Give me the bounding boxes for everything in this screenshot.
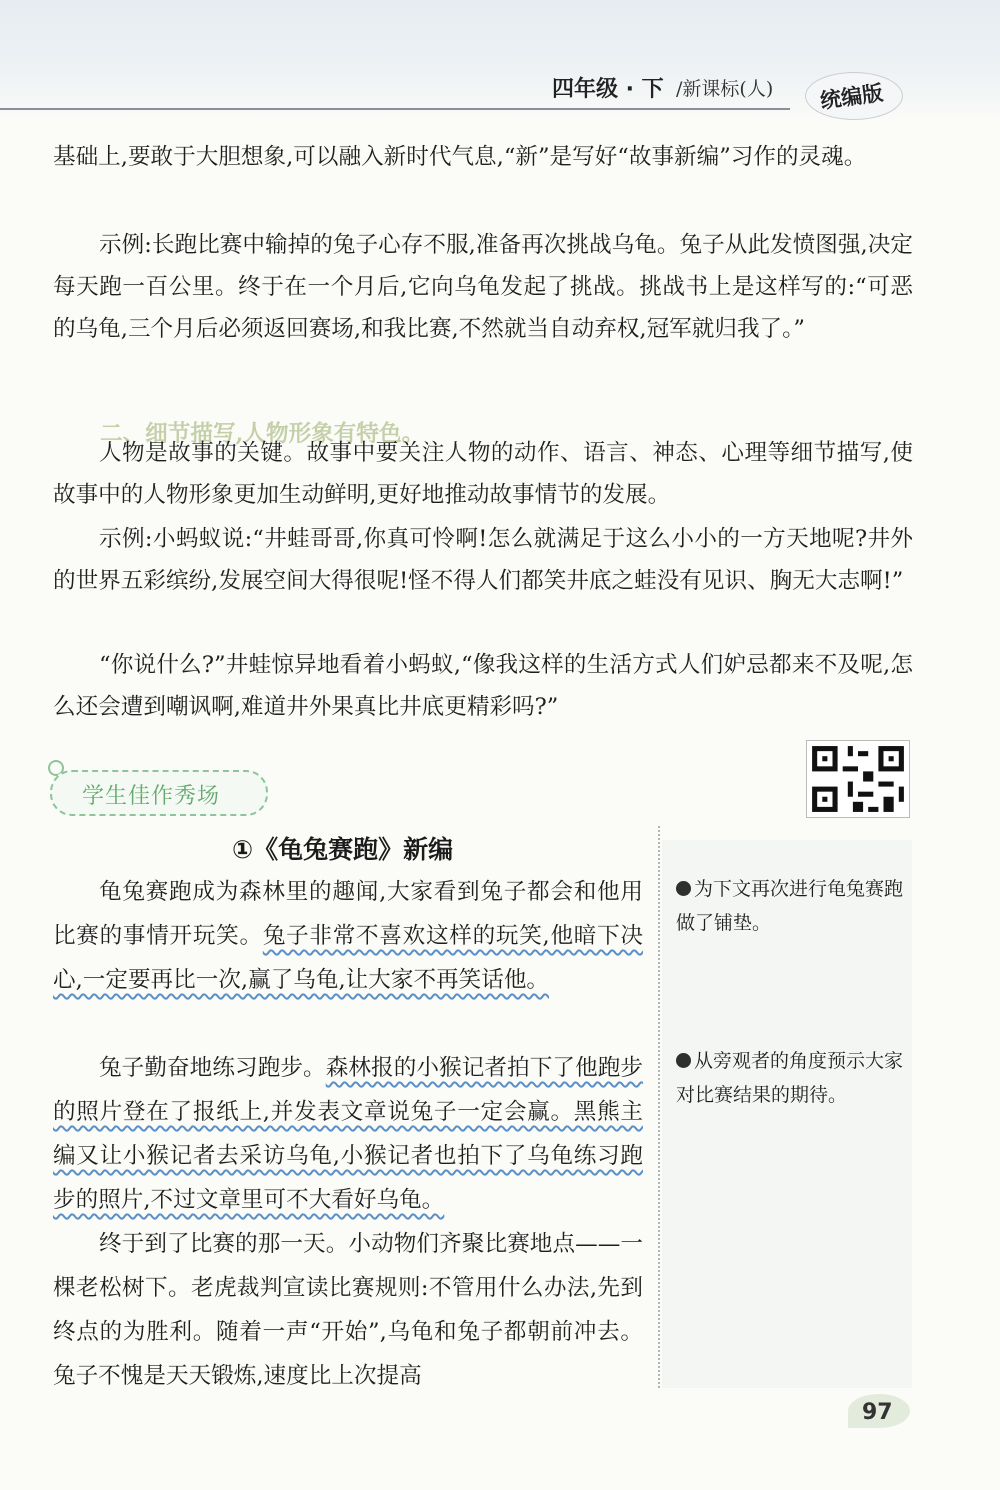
paragraph-example-1: 示例:长跑比赛中输掉的兔子心存不服,准备再次挑战乌龟。兔子从此发愤图强,决定每天跑一百公里。终于在一个月后,它向乌龟发起了挑战。挑战书上是这样写的:“可恶的乌龟,三个月后必须返回赛场,和我比赛,不然就当自动弃权,冠军就归我了。”	[53, 232, 913, 342]
annotation-2	[676, 1044, 908, 1112]
paragraph-frog-reply: “你说什么?”井蛙惊异地看着小蚂蚁,“像我这样的生活方式人们妒忌都来不及呢,怎么还会遭到嘲讽啊,难道井外果真比井底更精彩吗?”	[53, 652, 913, 720]
annotation-1	[676, 872, 908, 940]
essay-title: ①《龟兔赛跑》新编	[232, 835, 454, 864]
page-number: 97	[862, 1400, 893, 1425]
annotation-2-text: 从旁观者的角度预示大家对比赛结果的期待。	[676, 1050, 904, 1106]
edition-badge-text: 统编版	[818, 80, 885, 114]
essay-p2-underlined: 森林报的小猴记者拍下了他跑步的照片登在了报纸上,并发表文章说兔子一定会赢。黑熊主编又让小猴记者去采访乌龟,小猴记者也拍下了乌龟练习跑步的照片,不过文章里可不大看好乌龟。	[53, 1055, 644, 1213]
essay-paragraph-1	[53, 870, 643, 1002]
essay-paragraph-2	[53, 1046, 643, 1222]
paragraph-intro: 基础上,要敢于大胆想象,可以融入新时代气息,“新”是写好“故事新编”习作的灵魂。	[53, 144, 867, 170]
section-badge-label: 学生佳作秀场	[82, 784, 221, 809]
edition-label: /新课标(人)	[676, 78, 774, 100]
paragraph-details: 人物是故事的关键。故事中要关注人物的动作、语言、神态、心理等细节描写,使故事中的人物形象更加生动鲜明,更好地推动故事情节的发展。	[53, 440, 913, 508]
section-badge	[50, 770, 268, 816]
section-heading-2: 二、细节描写,人物形象有特色。	[100, 421, 425, 447]
annotation-bullet-icon	[676, 1053, 691, 1068]
essay-p2-text: 兔子勤奋地练习跑步。	[99, 1055, 326, 1081]
essay-p1-underlined: 兔子非常不喜欢这样的玩笑,他暗下决心,一定要再比一次,赢了乌龟,让大家不再笑话他。	[53, 923, 643, 993]
essay-paragraph-3: 终于到了比赛的那一天。小动物们齐聚比赛地点——一棵老松树下。老虎裁判宣读比赛规则:不管用什么办法,先到终点的为胜利。随着一声“开始”,乌龟和兔子都朝前冲去。兔子不愧是天天锻炼,速度比上次提高	[53, 1231, 643, 1389]
grade-label: 四年级 · 下	[552, 77, 664, 102]
qr-code-icon[interactable]	[806, 740, 910, 818]
header-rule	[0, 108, 790, 110]
annotation-1-text: 为下文再次进行龟兔赛跑做了铺垫。	[676, 878, 904, 934]
essay-p1-text: 龟兔赛跑成为森林里的趣闻,大家看到兔子都会和他用比赛的事情开玩笑。	[53, 879, 643, 949]
column-divider	[658, 826, 660, 1388]
annotation-bullet-icon	[676, 881, 691, 896]
paragraph-example-2: 示例:小蚂蚁说:“井蛙哥哥,你真可怜啊!怎么就满足于这么小小的一方天地呢?井外的世界五彩缤纷,发展空间大得很呢!怪不得人们都笑井底之蛙没有见识、胸无大志啊!”	[53, 526, 913, 594]
edition-badge	[805, 72, 903, 120]
